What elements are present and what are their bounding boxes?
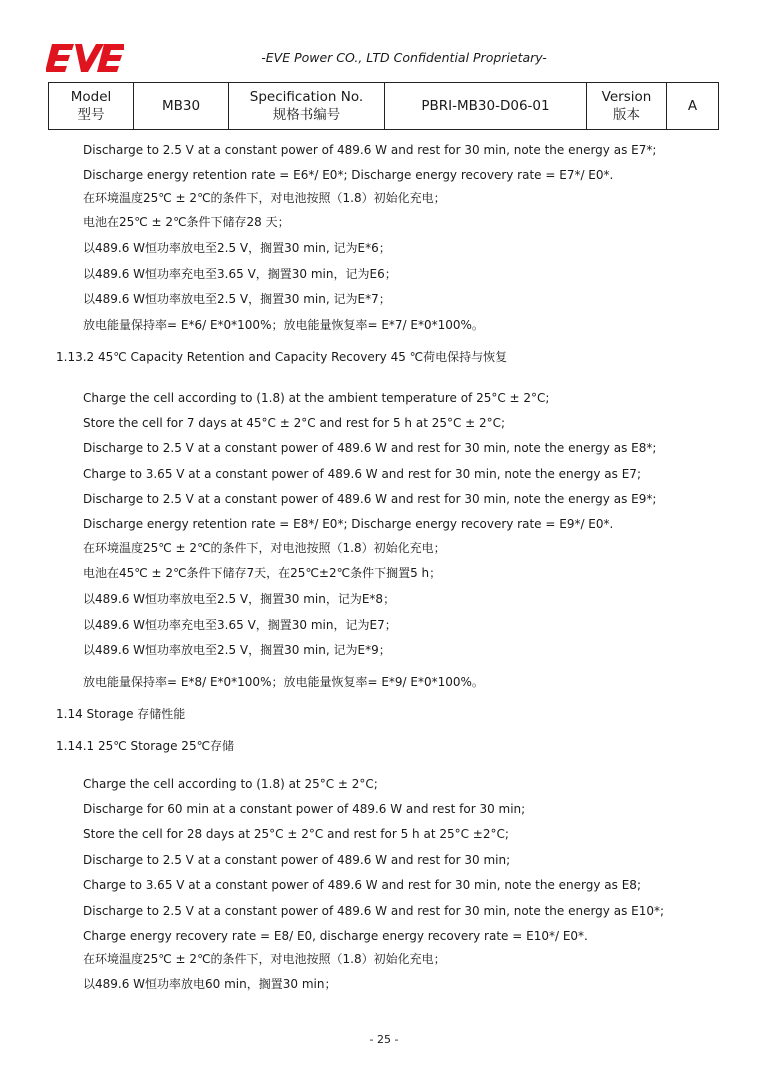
body-line: Charge to 3.65 V at a constant power of 489.6 W and rest for 30 min, note the energy as E7; bbox=[83, 467, 641, 481]
body-line: Discharge to 2.5 V at a constant power of 489.6 W and rest for 30 min, note the energy as E10*; bbox=[83, 904, 665, 918]
body-line: 在环境温度25℃ ± 2℃的条件下，对电池按照（1.8）初始化充电； bbox=[83, 541, 446, 555]
body-line: Discharge to 2.5 V at a constant power of 489.6 W and rest for 30 min, note the energy as E9*; bbox=[83, 492, 657, 506]
model-label-en: Model bbox=[70, 89, 112, 105]
body-line: Store the cell for 7 days at 45°C ± 2°C and rest for 5 h at 25°C ± 2°C; bbox=[83, 416, 506, 430]
section-heading: 1.14 Storage 存储性能 bbox=[56, 707, 186, 721]
body-line: Charge energy recovery rate = E8/ E0, discharge energy recovery rate = E10*/ E0*. bbox=[83, 929, 588, 943]
body-line: Discharge energy retention rate = E6*/ E0*; Discharge energy recovery rate = E7*/ E0*. bbox=[83, 168, 614, 182]
body-line: 以489.6 W恒功率放电60 min，搁置30 min； bbox=[83, 977, 337, 991]
version-label-en: Version bbox=[601, 89, 652, 105]
version-label-cn: 版本 bbox=[613, 107, 640, 123]
model-value: MB30 bbox=[134, 83, 229, 130]
section-heading: 1.14.1 25℃ Storage 25℃存储 bbox=[56, 739, 235, 753]
body-line: 以489.6 W恒功率充电至3.65 V，搁置30 min，记为E6； bbox=[83, 267, 397, 281]
body-line: Discharge energy retention rate = E8*/ E0*; Discharge energy recovery rate = E9*/ E0*. bbox=[83, 517, 614, 531]
body-line: 在环境温度25℃ ± 2℃的条件下，对电池按照（1.8）初始化充电； bbox=[83, 952, 446, 966]
body-line: Discharge to 2.5 V at a constant power of 489.6 W and rest for 30 min, note the energy as E7*; bbox=[83, 143, 657, 157]
spec-label-en: Specification No. bbox=[249, 89, 364, 105]
body-line: Charge to 3.65 V at a constant power of 489.6 W and rest for 30 min, note the energy as E8; bbox=[83, 878, 641, 892]
body-line: 以489.6 W恒功率放电至2.5 V，搁置30 min, 记为E*6； bbox=[83, 241, 391, 255]
body-line: 电池在45℃ ± 2℃条件下储存7天，在25℃±2℃条件下搁置5 h； bbox=[83, 566, 442, 580]
body-line: Discharge for 60 min at a constant power of 489.6 W and rest for 30 min; bbox=[83, 802, 526, 816]
body-line: Charge the cell according to (1.8) at 25°C ± 2°C; bbox=[83, 777, 378, 791]
model-label-cn: 型号 bbox=[77, 107, 105, 123]
body-line: Discharge to 2.5 V at a constant power of 489.6 W and rest for 30 min, note the energy as E8*; bbox=[83, 441, 657, 455]
model-label-cell bbox=[49, 83, 134, 130]
body-line: 放电能量保持率= E*8/ E*0*100%；放电能量恢复率= E*9/ E*0*100%。 bbox=[83, 675, 484, 689]
body-line: Store the cell for 28 days at 25°C ± 2°C and rest for 5 h at 25°C ±2°C; bbox=[83, 827, 509, 841]
section-heading: 1.13.2 45℃ Capacity Retention and Capacity Recovery 45 ℃荷电保持与恢复 bbox=[56, 350, 508, 364]
version-value: A bbox=[667, 83, 719, 130]
spec-label-cell bbox=[229, 83, 385, 130]
body-line: Charge the cell according to (1.8) at the ambient temperature of 25°C ± 2°C; bbox=[83, 391, 550, 405]
spec-header-table bbox=[48, 82, 719, 130]
body-line: Discharge to 2.5 V at a constant power of 489.6 W and rest for 30 min; bbox=[83, 853, 511, 867]
body-line: 以489.6 W恒功率放电至2.5 V，搁置30 min, 记为E*9； bbox=[83, 643, 391, 657]
body-line: 放电能量保持率= E*6/ E*0*100%；放电能量恢复率= E*7/ E*0*100%。 bbox=[83, 318, 484, 332]
body-line: 以489.6 W恒功率放电至2.5 V，搁置30 min, 记为E*7； bbox=[83, 292, 391, 306]
body-line: 以489.6 W恒功率放电至2.5 V，搁置30 min，记为E*8； bbox=[83, 592, 396, 606]
body-line: 以489.6 W恒功率充电至3.65 V，搁置30 min，记为E7； bbox=[83, 618, 397, 632]
version-label-cell bbox=[587, 83, 667, 130]
body-line: 在环境温度25℃ ± 2℃的条件下，对电池按照（1.8）初始化充电； bbox=[83, 191, 446, 205]
spec-value: PBRI-MB30-D06-01 bbox=[385, 83, 587, 130]
confidential-notice: -EVE Power CO., LTD Confidential Proprietary- bbox=[261, 50, 547, 65]
page-number: - 25 - bbox=[369, 1033, 399, 1046]
spec-label-cn: 规格书编号 bbox=[272, 107, 341, 123]
body-line: 电池在25℃ ± 2℃条件下储存28 天； bbox=[83, 215, 290, 229]
